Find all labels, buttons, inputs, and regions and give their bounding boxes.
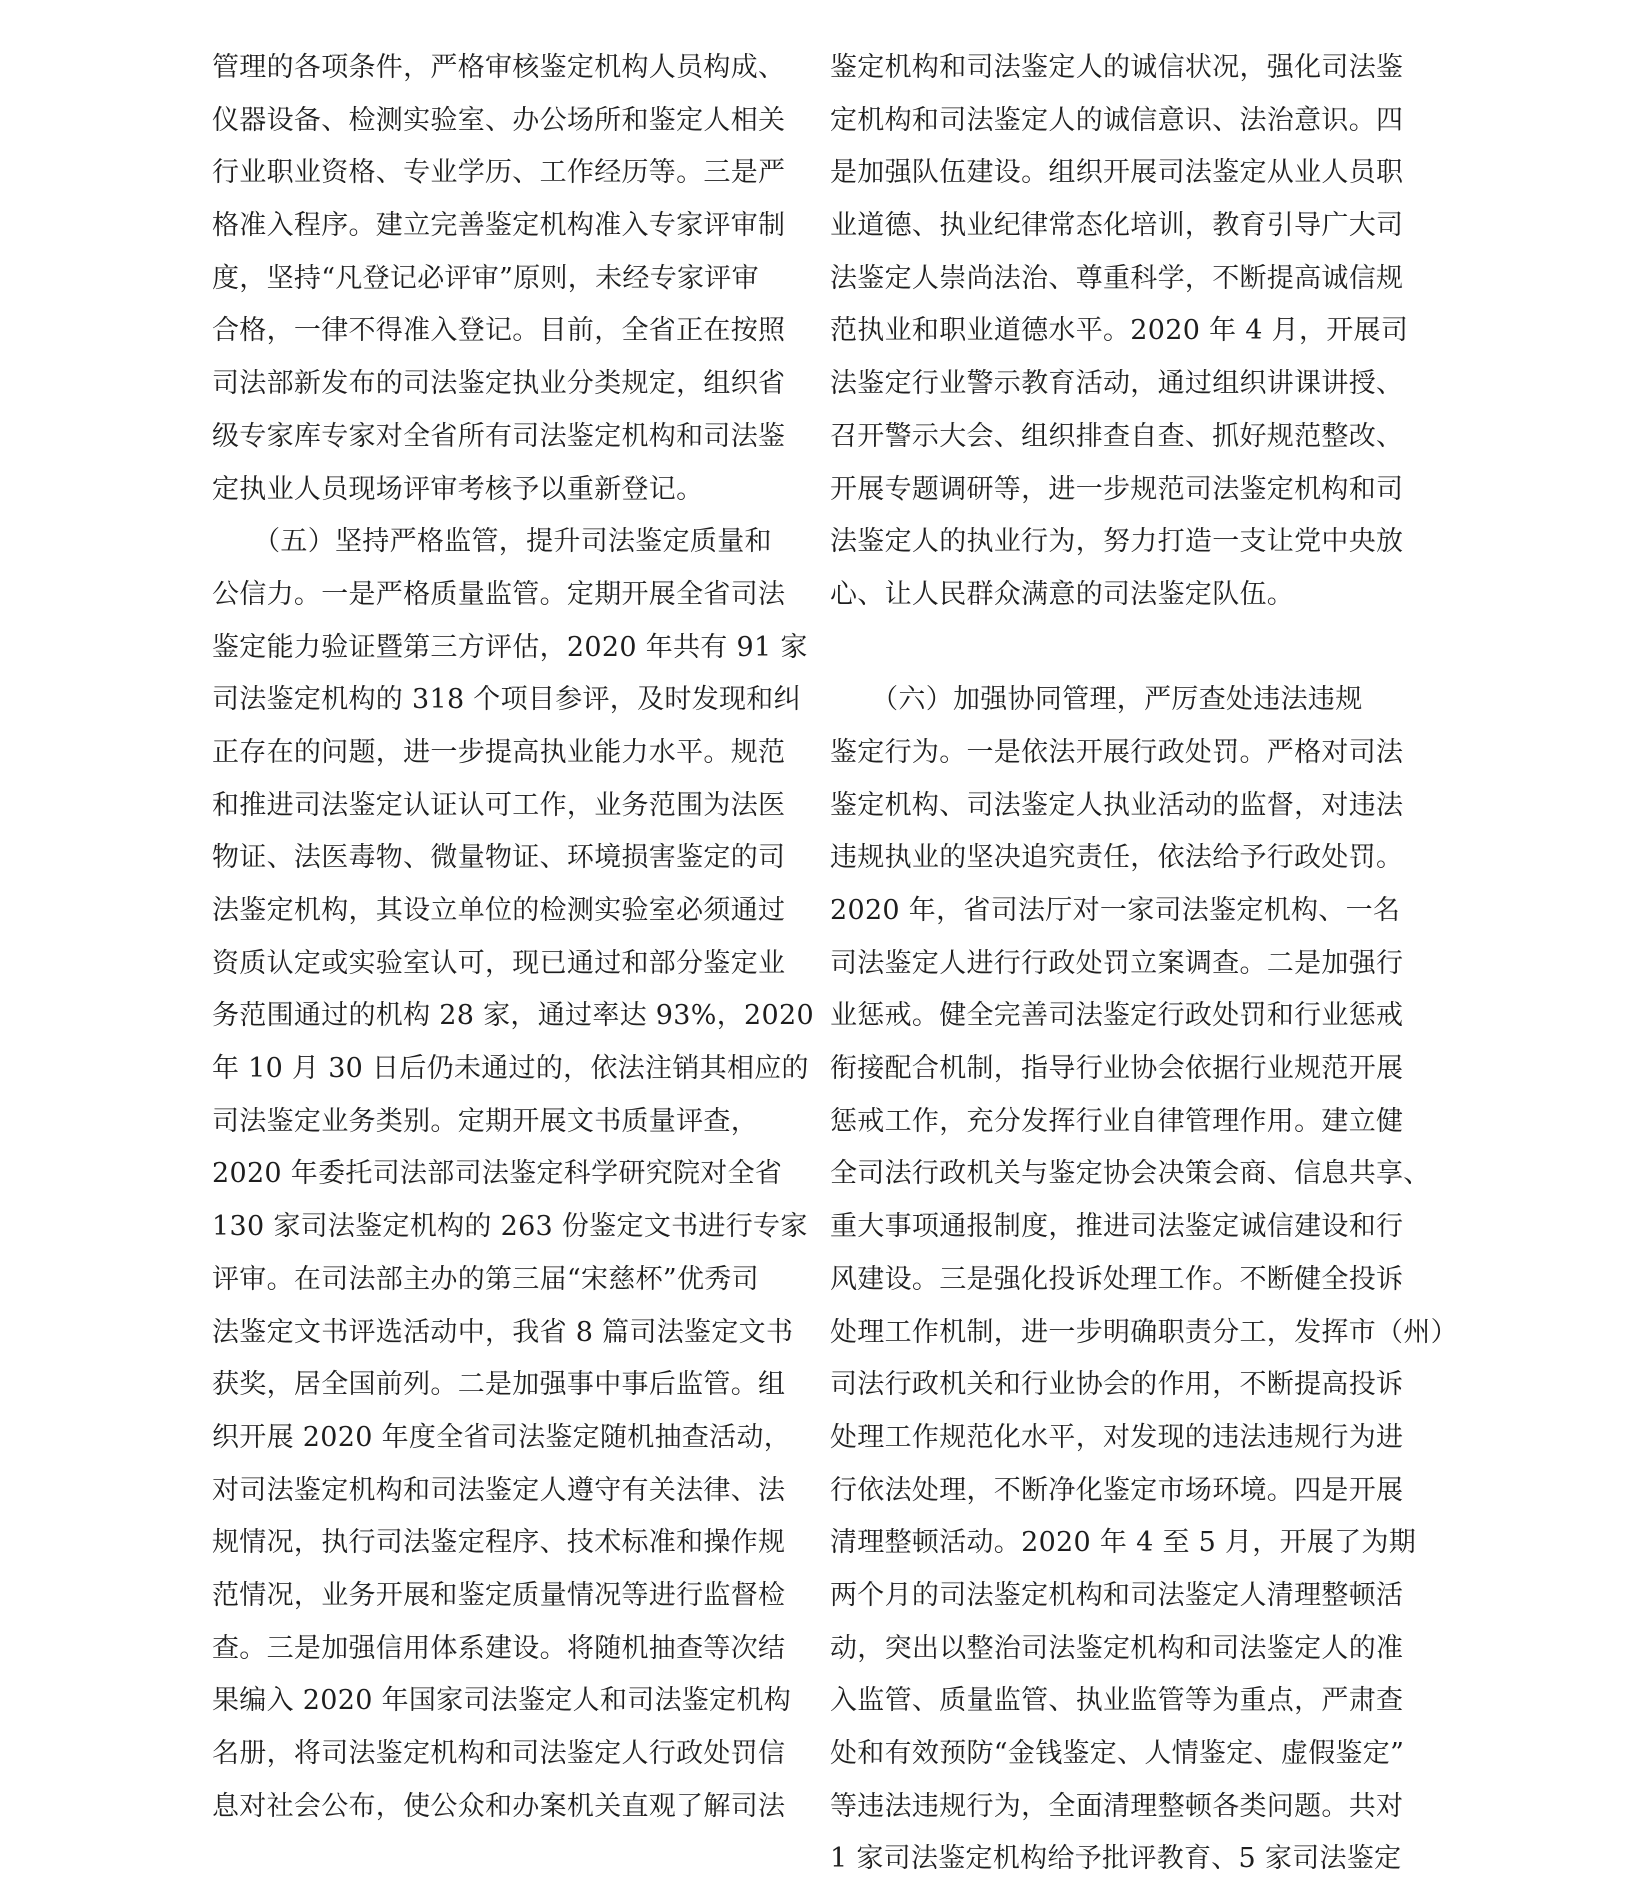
text-line: 法鉴定机构，其设立单位的检测实验室必须通过 (212, 895, 786, 926)
text-line: 和推进司法鉴定认证认可工作，业务范围为法医 (212, 789, 786, 821)
text-line: 资质认定或实验室认可，现已通过和部分鉴定业 (212, 947, 786, 979)
text-line: 司法鉴定业务类别。定期开展文书质量评查， (212, 1105, 758, 1137)
text-line: 处和有效预防“金钱鉴定、人情鉴定、虚假鉴定” (830, 1738, 1405, 1769)
text-line: 果编入 2020 年国家司法鉴定人和司法鉴定机构 (212, 1685, 792, 1717)
text-line: 行业职业资格、专业学历、工作经历等。三是严 (212, 157, 786, 189)
text-line: 合格，一律不得准入登记。目前，全省正在按照 (212, 315, 786, 347)
right-text-column (830, 42, 1458, 1886)
text-line: 2020 年委托司法部司法鉴定科学研究院对全省 (212, 1158, 783, 1190)
text-line: 年 10 月 30 日后仍未通过的，依法注销其相应的 (212, 1053, 809, 1085)
text-line: 正存在的问题，进一步提高执业能力水平。规范 (212, 736, 786, 768)
text-line: 获奖，居全国前列。二是加强事中事后监管。组 (212, 1369, 786, 1401)
text-line: 清理整顿活动。2020 年 4 至 5 月，开展了为期 (830, 1527, 1417, 1559)
text-line: 行依法处理，不断净化鉴定市场环境。四是开展 (830, 1474, 1404, 1506)
section-heading-line: （五）坚持严格监管，提升司法鉴定质量和 (212, 526, 772, 558)
text-line: 入监管、质量监管、执业监管等为重点，严肃查 (830, 1685, 1404, 1717)
text-line: 仪器设备、检测实验室、办公场所和鉴定人相关 (212, 104, 786, 136)
text-line: 惩戒工作，充分发挥行业自律管理作用。建立健 (830, 1105, 1404, 1137)
text-line: 召开警示大会、组织排查自查、抓好规范整改、 (830, 420, 1404, 452)
text-line: 息对社会公布，使公众和办案机关直观了解司法 (212, 1790, 786, 1822)
text-line: 鉴定能力验证暨第三方评估，2020 年共有 91 家 (212, 631, 808, 663)
text-line: 1 家司法鉴定机构给予批评教育、5 家司法鉴定 (830, 1843, 1402, 1875)
text-line: 重大事项通报制度，推进司法鉴定诚信建设和行 (830, 1211, 1404, 1243)
text-line: 格准入程序。建立完善鉴定机构准入专家评审制 (212, 210, 786, 242)
text-line: 评审。在司法部主办的第三届“宋慈杯”优秀司 (212, 1263, 759, 1295)
text-line: 法鉴定行业警示教育活动，通过组织讲课讲授、 (830, 368, 1404, 400)
text-line: 查。三是加强信用体系建设。将随机抽查等次结 (212, 1632, 786, 1664)
text-line: 法鉴定人崇尚法治、尊重科学，不断提高诚信规 (830, 262, 1404, 294)
text-line: 公信力。一是严格质量监管。定期开展全省司法 (212, 578, 786, 610)
text-line: 司法鉴定人进行行政处罚立案调查。二是加强行 (830, 947, 1404, 979)
text-line: 范执业和职业道德水平。2020 年 4 月，开展司 (830, 315, 1409, 347)
text-line: 鉴定机构和司法鉴定人的诚信状况，强化司法鉴 (830, 52, 1404, 83)
text-line: 开展专题调研等，进一步规范司法鉴定机构和司 (830, 473, 1404, 505)
section-heading-line: （六）加强协同管理，严厉查处违法违规 (830, 684, 1363, 716)
left-text-column (212, 42, 814, 1833)
text-line: 两个月的司法鉴定机构和司法鉴定人清理整顿活 (830, 1579, 1404, 1611)
text-line: 定机构和司法鉴定人的诚信意识、法治意识。四 (830, 104, 1404, 136)
text-line: 130 家司法鉴定机构的 263 份鉴定文书进行专家 (212, 1211, 808, 1243)
text-line: 2020 年，省司法厅对一家司法鉴定机构、一名 (830, 895, 1401, 926)
text-line: 业惩戒。健全完善司法鉴定行政处罚和行业惩戒 (830, 1000, 1404, 1032)
text-line: 司法鉴定机构的 318 个项目参评，及时发现和纠 (212, 684, 801, 716)
text-line: 动，突出以整治司法鉴定机构和司法鉴定人的准 (830, 1632, 1404, 1664)
text-line: 法鉴定文书评选活动中，我省 8 篇司法鉴定文书 (212, 1316, 794, 1348)
text-line: 违规执业的坚决追究责任，依法给予行政处罚。 (830, 842, 1404, 874)
text-line: 管理的各项条件，严格审核鉴定机构人员构成、 (212, 52, 786, 83)
text-line: 司法行政机关和行业协会的作用，不断提高投诉 (830, 1369, 1404, 1401)
text-line: 级专家库专家对全省所有司法鉴定机构和司法鉴 (212, 420, 786, 452)
text-line: 衔接配合机制，指导行业协会依据行业规范开展 (830, 1053, 1404, 1085)
text-line: 定执业人员现场评审考核予以重新登记。 (212, 473, 704, 505)
text-line: 鉴定行为。一是依法开展行政处罚。严格对司法 (830, 736, 1404, 768)
text-line: 心、让人民群众满意的司法鉴定队伍。 (830, 578, 1295, 610)
text-line: 物证、法医毒物、微量物证、环境损害鉴定的司 (212, 842, 786, 874)
text-line: 法鉴定人的执业行为，努力打造一支让党中央放 (830, 526, 1404, 558)
text-line: 司法部新发布的司法鉴定执业分类规定，组织省 (212, 368, 786, 400)
text-line: 范情况，业务开展和鉴定质量情况等进行监督检 (212, 1579, 786, 1611)
text-line: 规情况，执行司法鉴定程序、技术标准和操作规 (212, 1527, 786, 1559)
paragraph-gap (830, 622, 1390, 675)
text-line: 全司法行政机关与鉴定协会决策会商、信息共享、 (830, 1158, 1431, 1190)
text-line: 等违法违规行为，全面清理整顿各类问题。共对 (830, 1790, 1404, 1822)
text-line: 鉴定机构、司法鉴定人执业活动的监督，对违法 (830, 789, 1404, 821)
text-line: 度，坚持“凡登记必评审”原则，未经专家评审 (212, 262, 759, 294)
text-line: 处理工作规范化水平，对发现的违法违规行为进 (830, 1421, 1404, 1453)
text-line: 业道德、执业纪律常态化培训，教育引导广大司 (830, 210, 1404, 242)
text-line: 对司法鉴定机构和司法鉴定人遵守有关法律、法 (212, 1474, 786, 1506)
text-line: 处理工作机制，进一步明确职责分工，发挥市（州） (830, 1316, 1458, 1348)
text-line: 名册，将司法鉴定机构和司法鉴定人行政处罚信 (212, 1738, 786, 1769)
text-line: 织开展 2020 年度全省司法鉴定随机抽查活动， (212, 1421, 792, 1453)
text-line: 是加强队伍建设。组织开展司法鉴定从业人员职 (830, 157, 1404, 189)
text-line: 风建设。三是强化投诉处理工作。不断健全投诉 (830, 1263, 1404, 1295)
text-line: 务范围通过的机构 28 家，通过率达 93%，2020 (212, 1000, 814, 1032)
